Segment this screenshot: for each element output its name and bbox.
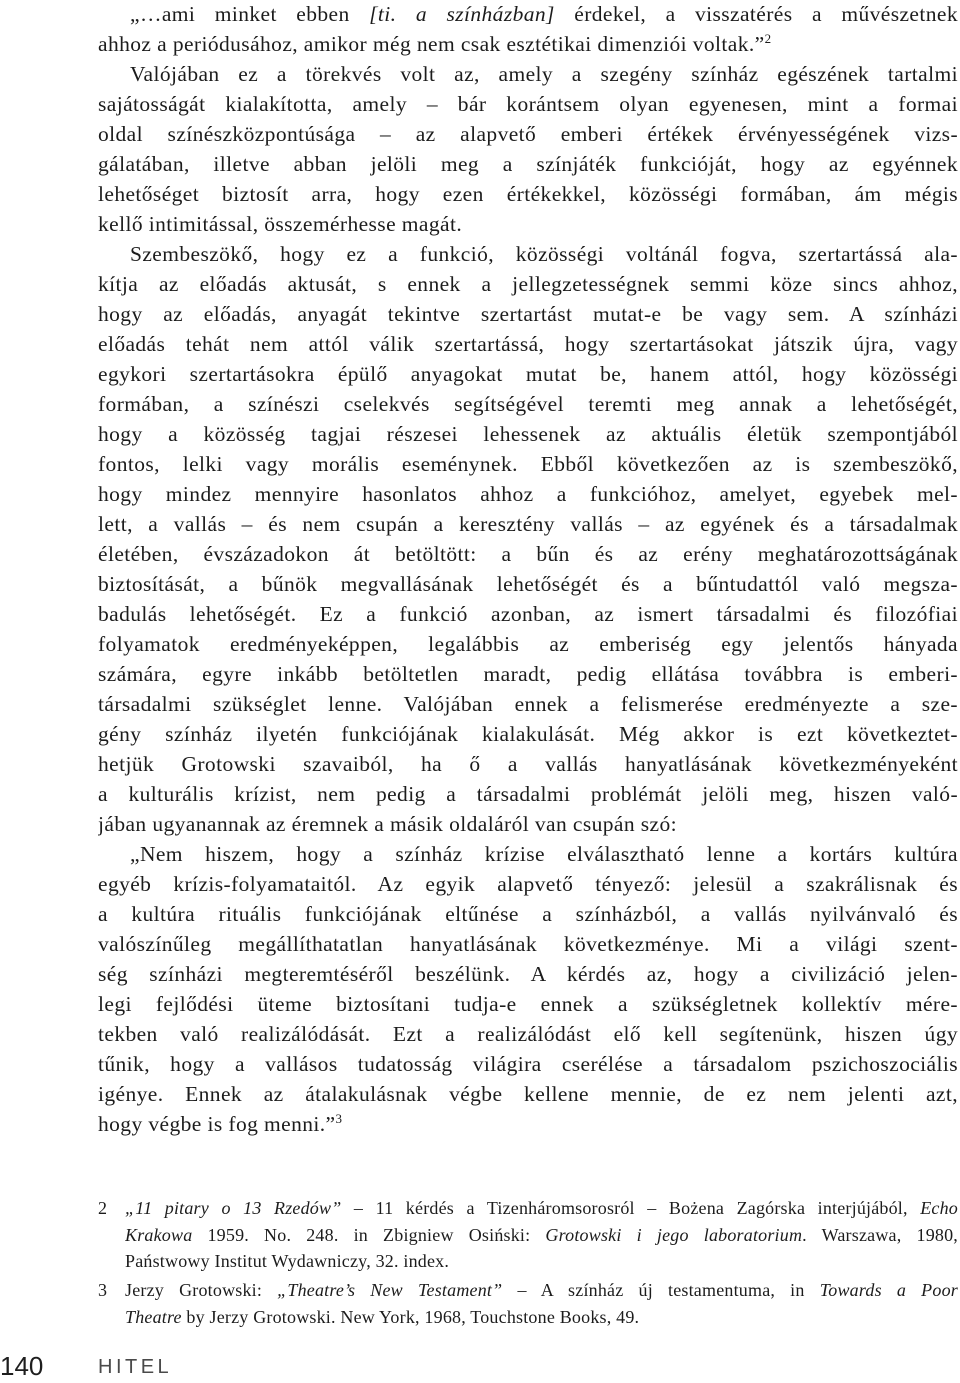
line-text: hogy az előadás, anyagát tekintve szertartást mutat-e be vagy sem. A színházi — [98, 302, 958, 326]
line-text: . Warszawa, 1980, — [802, 1224, 958, 1245]
article-body — [98, 0, 958, 1139]
italic-text: „11 pitary o 13 Rzedów” — [125, 1198, 342, 1218]
text-line — [98, 779, 958, 809]
line-text: legi fejlődési üteme biztosítani tudja-e ennek a szükségletnek kollektív mére- — [98, 992, 958, 1016]
footnote-number: 3 — [98, 1280, 108, 1300]
footnote-line — [125, 1304, 958, 1331]
text-line — [98, 179, 958, 209]
italic-text: Theatre — [125, 1306, 182, 1327]
line-text: társadalmi szükséglet lenne. Valójában ennek a felismerése eredményezte a sze- — [98, 692, 958, 716]
line-text: ahhoz a periódusához, amikor még nem csak esztétikai dimenziói voltak.” — [98, 32, 765, 56]
line-text: by Jerzy Grotowski. New York, 1968, Touchstone Books, 49. — [181, 1306, 640, 1327]
text-line — [98, 0, 958, 29]
footnote-number: 2 — [98, 1198, 108, 1218]
italic-text: Towards a Poor — [819, 1280, 958, 1300]
line-text: „…ami minket ebben — [130, 2, 370, 26]
footnote — [98, 1277, 958, 1330]
line-text: hogy a közösség tagjai részesei lehessenek az aktuális életük szempontjából — [98, 422, 958, 446]
text-line — [98, 539, 958, 569]
line-text: életében, évszázadokon át betöltött: a bűn és az erény meghatározottságának — [98, 542, 958, 566]
line-text: oldal színészközpontúsága – az alapvető emberi értékek érvényességének vizs- — [98, 122, 958, 146]
line-text: biztosítását, a bűnök megvallásának lehetőségét és a bűntudattól való megsza- — [98, 572, 958, 596]
text-line — [98, 599, 958, 629]
line-text: gény színház ilyetén funkciójának kialakulását. Még akkor is ezt következtet- — [98, 722, 958, 746]
text-line — [98, 959, 958, 989]
line-text: Jerzy Grotowski: — [125, 1280, 278, 1300]
italic-text: Krakowa — [125, 1224, 193, 1245]
line-text: lett, a vallás – és nem csupán a keresztény vallás – az egyének és a társadalmak — [98, 512, 958, 536]
line-text: egykori szertartásokra épülő anyagokat mutat be, hanem attól, hogy közösségi — [98, 362, 958, 386]
footnote-text — [125, 1277, 958, 1330]
line-text: hogy mindez mennyire hasonlatos ahhoz a funkcióhoz, amelyet, egyebek mel- — [98, 482, 958, 506]
text-line — [98, 119, 958, 149]
line-text: hetjük Grotowski szavaiból, ha ő a vallás hanyatlásának következményeként — [98, 752, 958, 776]
footnote-line — [125, 1195, 958, 1222]
text-line — [98, 149, 958, 179]
footnote-line — [125, 1222, 958, 1249]
line-text: valószínűleg megállíthatatlan hanyatlásának következménye. Mi a világi szent- — [98, 932, 958, 956]
footnote-ref: 2 — [764, 31, 772, 46]
line-text: – A színház új testamentuma, in — [502, 1280, 820, 1300]
line-text: számára, egyre inkább betöltetlen maradt, pedig ellátása továbbra is emberi- — [98, 662, 958, 686]
text-line — [98, 29, 958, 59]
text-line — [98, 419, 958, 449]
text-line — [98, 389, 958, 419]
footnotes — [98, 1195, 958, 1333]
line-text: egyéb krízis-folyamataitól. Az egyik alapvető tényező: jelesül a szakrálisnak és — [98, 872, 958, 896]
text-line — [98, 899, 958, 929]
line-text: – 11 kérdés a Tizenháromsorosról – Bożena Zagórska interjújából, — [341, 1198, 921, 1218]
line-text: formában, a színészi cselekvés segítségével teremti meg annak a lehetőségét, — [98, 392, 958, 416]
line-text: kítja az előadás aktusát, s ennek a jellegzetességnek semmi köze sincs ahhoz, — [98, 272, 958, 296]
text-line — [98, 299, 958, 329]
text-line — [98, 239, 958, 269]
text-line — [98, 59, 958, 89]
text-line — [98, 449, 958, 479]
text-line — [98, 749, 958, 779]
text-line — [98, 1049, 958, 1079]
text-line — [98, 1079, 958, 1109]
text-line — [98, 929, 958, 959]
line-text: „Nem hiszem, hogy a színház krízise elválasztható lenne a kortárs kultúra — [130, 842, 958, 866]
text-line — [98, 839, 958, 869]
text-line — [98, 479, 958, 509]
footnote-line — [125, 1248, 958, 1275]
magazine-name: HITEL — [98, 1356, 173, 1378]
line-text: sajátosságát kialakította, amely – bár korántsem olyan egyenesen, mint a formai — [98, 92, 958, 116]
text-line — [98, 329, 958, 359]
line-text: előadás tehát nem attól válik szertartássá, hogy szertartásokat játszik újra, vagy — [98, 332, 958, 356]
line-text: folyamatok eredményeképpen, legalábbis az emberiség egy jelentős hányada — [98, 632, 958, 656]
text-line — [98, 809, 958, 839]
line-text: tűnik, hogy a vallásos tudatosság világira cserélése a társadalom pszichoszociális — [98, 1052, 958, 1076]
line-text: lehetőséget biztosít arra, hogy ezen értékekkel, közösségi formában, ám mégis — [98, 182, 958, 206]
line-text: jában ugyanannak az éremnek a másik oldaláról van csupán szó: — [98, 812, 678, 836]
line-text: gálatában, illetve abban jelöli meg a színjáték funkcióját, hogy az egyénnek — [98, 152, 958, 176]
text-line — [98, 269, 958, 299]
line-text: igénye. Ennek az átalakulásnak végbe kellene mennie, de ez nem jelenti azt, — [98, 1082, 958, 1106]
footnote-ref: 3 — [335, 1111, 342, 1126]
italic-text: Echo — [920, 1198, 958, 1218]
text-line — [98, 1019, 958, 1049]
text-line — [98, 509, 958, 539]
line-text: ség színházi megteremtéséről beszélünk. A kérdés az, hogy a civilizáció jelen- — [98, 962, 958, 986]
text-line — [98, 359, 958, 389]
text-line — [98, 989, 958, 1019]
line-text: 1959. No. 248. in Zbigniew Osiński: — [192, 1224, 546, 1245]
line-text: kellő intimitással, összemérhesse magát. — [98, 212, 463, 236]
text-line — [98, 659, 958, 689]
footnote-line — [125, 1277, 958, 1304]
text-line — [98, 689, 958, 719]
text-line — [98, 719, 958, 749]
text-line — [98, 869, 958, 899]
line-text: a kulturális krízist, nem pedig a társadalmi problémát jelöli meg, hiszen való- — [98, 782, 958, 806]
page-number: 140 — [0, 1351, 44, 1381]
footnote-text — [125, 1195, 958, 1275]
line-text: badulás lehetőségét. Ez a funkció azonban, az ismert társadalmi és filozófiai — [98, 602, 958, 626]
line-text: fontos, lelki vagy morális eseménynek. Ebből következően az is szembeszökő, — [98, 452, 958, 476]
line-text: Państwowy Institut Wydawniczy, 32. index. — [125, 1251, 450, 1271]
line-text: hogy végbe is fog menni.” — [98, 1112, 336, 1136]
line-text: tekben való realizálódását. Ezt a realizálódást elő kell segítenünk, hiszen úgy — [98, 1022, 958, 1046]
line-text: Szembeszökő, hogy ez a funkció, közösségi voltánál fogva, szertartássá ala- — [130, 242, 958, 266]
text-line — [98, 209, 958, 239]
text-line — [98, 569, 958, 599]
text-line — [98, 89, 958, 119]
italic-text: Grotowski i jego laboratorium — [545, 1224, 803, 1245]
line-text: Valójában ez a törekvés volt az, amely a szegény színház egészének tartalmi — [130, 62, 958, 86]
text-line — [98, 1109, 958, 1139]
italic-text: [ti. a színházban] — [369, 2, 555, 26]
line-text: a kultúra rituális funkciójának eltűnése a színházból, a vallás nyilvánvaló és — [98, 902, 958, 926]
footnote — [98, 1195, 958, 1275]
text-line — [98, 629, 958, 659]
line-text: érdekel, a visszatérés a művészetnek — [554, 2, 958, 26]
italic-text: „Theatre’s New Testament” — [277, 1280, 503, 1300]
